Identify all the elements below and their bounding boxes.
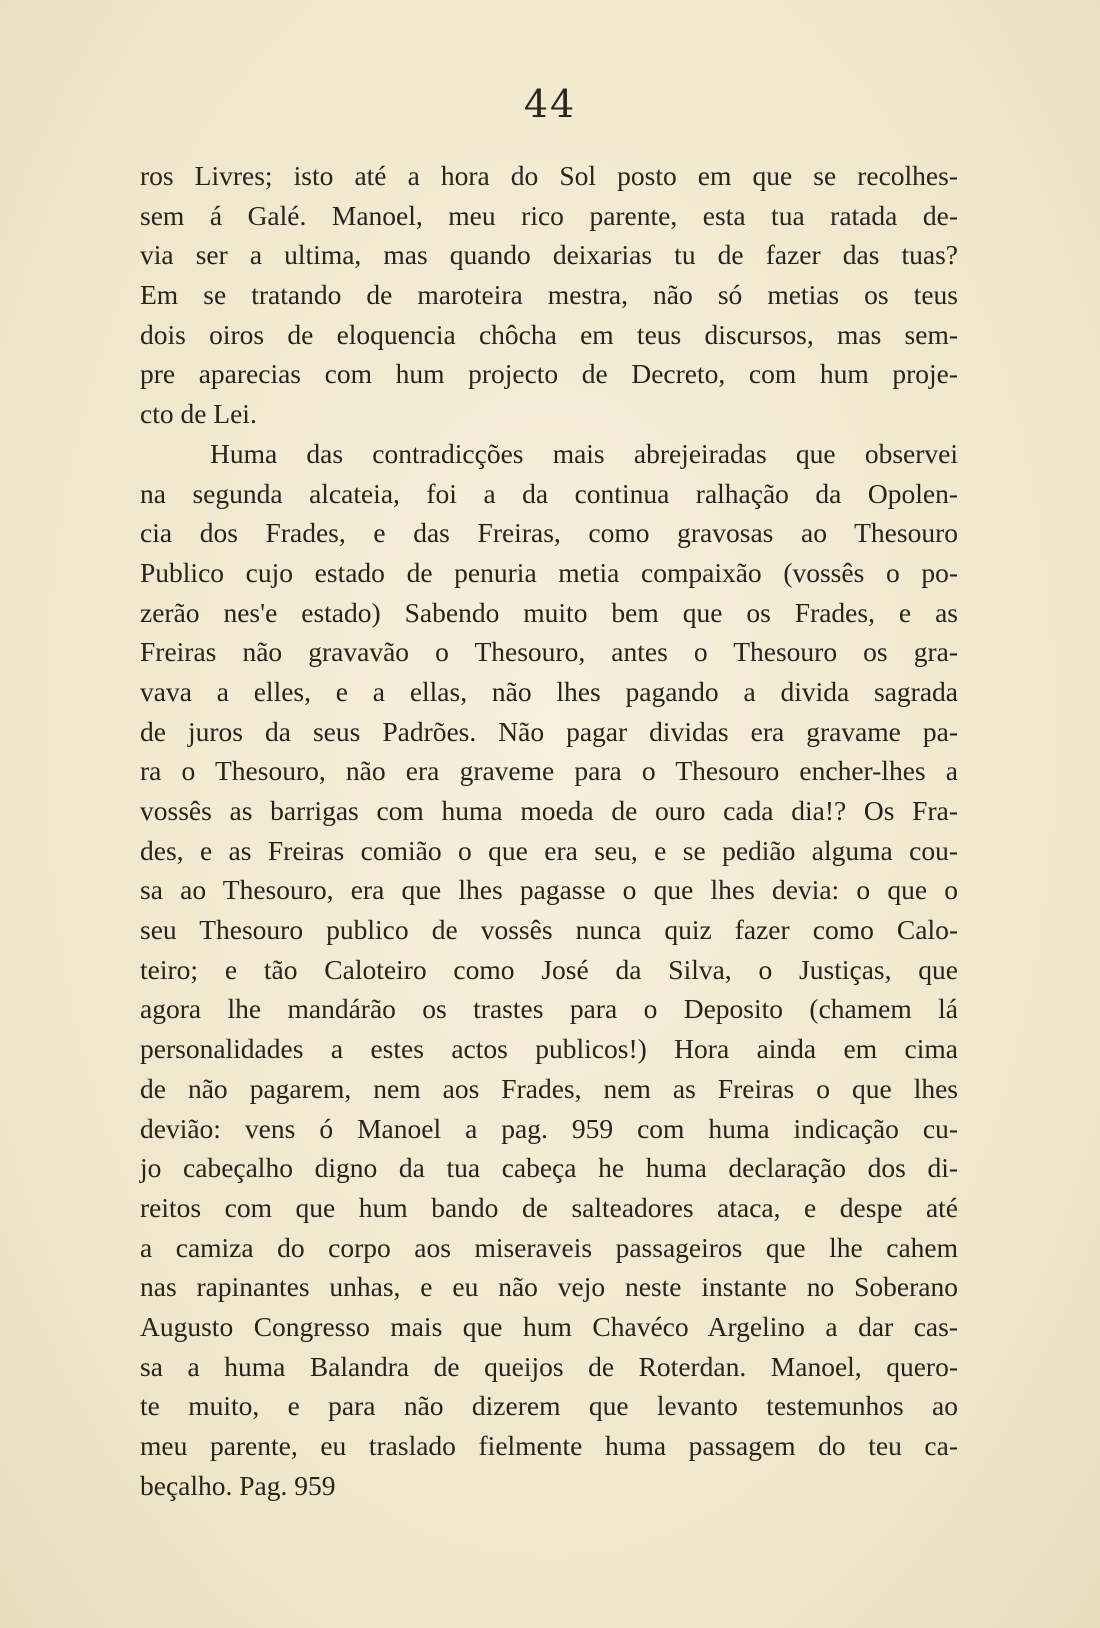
text-line: pre aparecias com hum projecto de Decreto, com hum proje- (140, 358, 958, 390)
text-line: agora lhe mandárão os trastes para o Deposito (chamem lá (140, 993, 958, 1025)
text-line: dois oiros de eloquencia chôcha em teus discursos, mas sem- (140, 318, 958, 350)
text-line: ra o Thesouro, não era graveme para o Thesouro encher-lhes a (140, 755, 958, 787)
text-line: meu parente, eu traslado fielmente huma passagem do teu ca- (140, 1430, 958, 1461)
text-line: devião: vens ó Manoel a pag. 959 com huma indicação cu- (140, 1112, 958, 1144)
text-line: Publico cujo estado de penuria metia compaixão (vossês o po- (140, 556, 958, 588)
text-line: jo cabeçalho digno da tua cabeça he huma declaração dos di- (140, 1152, 958, 1184)
text-line: Augusto Congresso mais que hum Chavéco Argelino a dar cas- (140, 1310, 958, 1342)
text-line: cto de Lei. (140, 398, 257, 430)
text-line: zerão nes'e estado) Sabendo muito bem que os Frades, e as (140, 596, 958, 628)
text-line: Freiras não gravavão o Thesouro, antes o Thesouro os gra- (140, 636, 958, 668)
text-line: na segunda alcateia, foi a da continua ralhação da Opolen- (140, 477, 958, 509)
body-text (140, 156, 958, 1505)
text-line: vossês as barrigas com huma moeda de ouro cada dia!? Os Fra- (140, 795, 958, 826)
text-line: vava a elles, e a ellas, não lhes pagando a divida sagrada (140, 675, 958, 707)
text-line: te muito, e para não dizerem que levanto testemunhos ao (140, 1390, 958, 1422)
text-line: ros Livres; isto até a hora do Sol posto em que se recolhes- (140, 160, 958, 191)
text-line: reitos com que hum bando de salteadores ataca, e despe até (140, 1191, 958, 1223)
text-line: sa a huma Balandra de queijos de Roterdan. Manoel, quero- (140, 1350, 958, 1382)
text-line: a camiza do corpo aos miseraveis passageiros que lhe cahem (140, 1231, 958, 1263)
text-line: via ser a ultima, mas quando deixarias tu de fazer das tuas? (140, 239, 958, 271)
text-line: teiro; e tão Caloteiro como José da Silva, o Justiças, que (140, 953, 958, 985)
text-line: sa ao Thesouro, era que lhes pagasse o que lhes devia: o que o (140, 874, 958, 906)
page-number: 44 (523, 82, 577, 126)
text-line: seu Thesouro publico de vossês nunca quiz fazer como Calo- (140, 914, 958, 946)
text-line: des, e as Freiras comião o que era seu, e se pedião alguma cou- (140, 834, 958, 866)
text-line: cia dos Frades, e das Freiras, como gravosas ao Thesouro (140, 517, 958, 549)
text-line: personalidades a estes actos publicos!) Hora ainda em cima (140, 1033, 958, 1065)
text-line: de não pagarem, nem aos Frades, nem as Freiras o que lhes (140, 1072, 958, 1104)
text-line: nas rapinantes unhas, e eu não vejo neste instante no Soberano (140, 1271, 958, 1303)
text-line: beçalho. Pag. 959 (140, 1469, 336, 1501)
text-line: Huma das contradicções mais abrejeiradas que observei (210, 437, 958, 469)
text-line: sem á Galé. Manoel, meu rico parente, esta tua ratada de- (140, 199, 958, 231)
text-line: de juros da seus Padrões. Não pagar dividas era gravame pa- (140, 715, 958, 747)
text-line: Em se tratando de maroteira mestra, não só metias os teus (140, 279, 958, 311)
